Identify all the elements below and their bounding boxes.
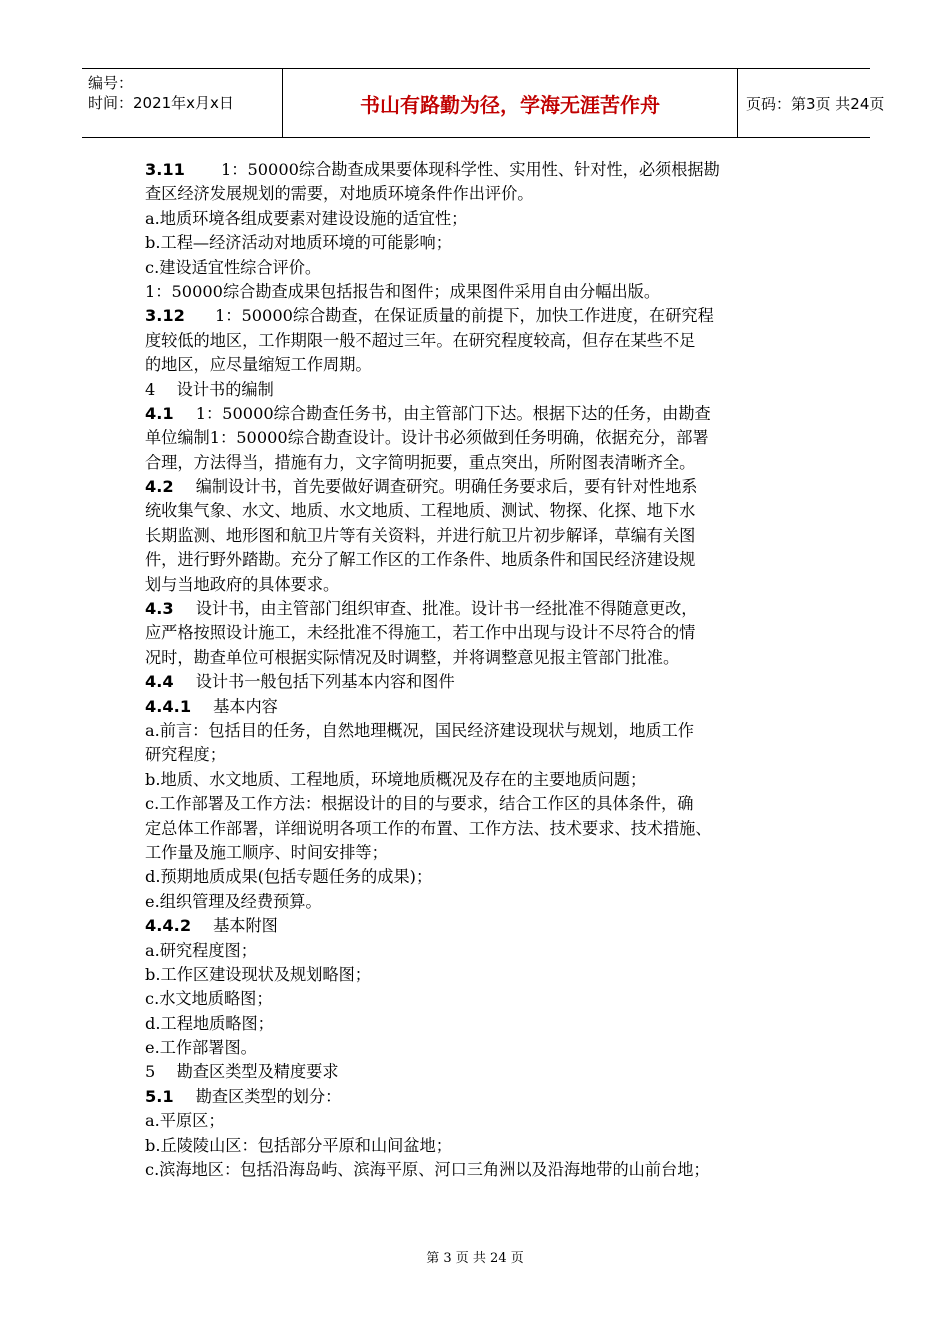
document-number-label: 编号：	[88, 74, 134, 92]
section-number: 5.1	[145, 1086, 174, 1106]
body-text-line	[145, 768, 817, 792]
line-text: b.工作区建设现状及规划略图；	[145, 964, 371, 984]
body-text-line	[145, 1012, 817, 1036]
line-text: c.滨海地区：包括沿海岛屿、滨海平原、河口三角洲以及沿海地带的山前台地；	[145, 1160, 710, 1180]
body-text-line	[145, 646, 817, 670]
line-text: 合理，方法得当，措施有力，文字简明扼要，重点突出，所附图表清晰齐全。	[145, 452, 696, 472]
section-heading-line	[145, 304, 817, 328]
section-heading-line	[145, 1085, 817, 1109]
body-text-line	[145, 451, 817, 475]
line-text: a.平原区；	[145, 1111, 225, 1131]
section-number: 3.11	[145, 160, 185, 179]
section-heading-line	[145, 695, 817, 719]
line-text: d.预期地质成果(包括专题任务的成果)；	[145, 867, 433, 887]
section-number: 4.4	[145, 672, 174, 692]
document-time-label: 时间：2021年x月x日	[88, 94, 234, 112]
header-motto: 书山有路勤为径，学海无涯苦作舟	[282, 69, 738, 137]
body-text-line	[145, 573, 817, 597]
section-number: 3.12	[145, 306, 185, 326]
section-heading-line	[145, 475, 817, 499]
line-text: 况时，勘查单位可根据实际情况及时调整，并将调整意见报主管部门批准。	[145, 647, 680, 667]
body-text-line	[145, 499, 817, 523]
body-text-line	[145, 256, 817, 280]
line-text: 查区经济发展规划的需要，对地质环境条件作出评价。	[145, 184, 534, 204]
line-text: 勘查区类型的划分：	[195, 1086, 342, 1106]
line-text: 单位编制1：50000综合勘查设计。设计书必须做到任务明确，依据充分，部署	[145, 428, 709, 448]
body-text-line	[145, 939, 817, 963]
header-page-info: 页码：第3页 共24页	[746, 94, 885, 113]
section-number: 4.3	[145, 599, 174, 619]
line-text: 1：50000综合勘查成果包括报告和图件；成果图件采用自由分幅出版。	[145, 281, 661, 301]
body-text-line	[145, 963, 817, 987]
body-text-line	[145, 524, 817, 548]
section-heading-line	[145, 597, 817, 621]
line-text: 基本内容	[213, 696, 278, 716]
line-text: a.研究程度图；	[145, 940, 257, 960]
line-text: 基本附图	[213, 916, 278, 936]
section-number: 4.4.2	[145, 916, 192, 936]
body-text-line	[145, 353, 817, 377]
section-number: 4.2	[145, 477, 174, 497]
line-text: c.建设适宜性综合评价。	[145, 257, 322, 277]
line-text: 长期监测、地形图和航卫片等有关资料，并进行航卫片初步解译，草编有关图	[145, 525, 696, 545]
line-text: 编制设计书，首先要做好调查研究。明确任务要求后，要有针对性地系	[195, 477, 698, 497]
line-text: e.组织管理及经费预算。	[145, 891, 322, 911]
body-text-line	[145, 841, 817, 865]
section-heading-line	[145, 402, 817, 426]
body-text-line	[145, 743, 817, 767]
body-text-line	[145, 1158, 817, 1182]
line-text: 件，进行野外踏勘。充分了解工作区的工作条件、地质条件和国民经济建设规	[145, 550, 696, 570]
body-text-line	[145, 378, 817, 402]
line-text: 1：50000综合勘查，在保证质量的前提下，加快工作进度，在研究程	[214, 306, 714, 326]
line-text: b.地质、水文地质、工程地质，环境地质概况及存在的主要地质问题；	[145, 769, 647, 789]
line-text: 度较低的地区，工作期限一般不超过三年。在研究程度较高，但存在某些不足	[145, 330, 696, 350]
line-text: a.地质环境各组成要素对建设设施的适宜性；	[145, 208, 468, 228]
line-text: 5 勘查区类型及精度要求	[145, 1062, 339, 1082]
line-text: 划与当地政府的具体要求。	[145, 574, 340, 594]
line-text: b.丘陵陵山区：包括部分平原和山间盆地；	[145, 1135, 452, 1155]
section-heading-line	[145, 670, 817, 694]
line-text: 1：50000综合勘查成果要体现科学性、实用性、针对性，必须根据勘	[220, 160, 720, 179]
section-heading-line	[145, 914, 817, 938]
line-text: c.工作部署及工作方法：根据设计的目的与要求，结合工作区的具体条件，确	[145, 794, 694, 814]
line-text: 的地区，应尽量缩短工作周期。	[145, 355, 372, 375]
body-text-line	[145, 1134, 817, 1158]
body-text-line	[145, 621, 817, 645]
document-body	[145, 158, 817, 1182]
body-text-line	[145, 987, 817, 1011]
page-header	[82, 68, 885, 138]
body-text-line	[145, 1060, 817, 1084]
line-text: e.工作部署图。	[145, 1038, 257, 1058]
line-text: 研究程度；	[145, 745, 226, 765]
line-text: 定总体工作部署，详细说明各项工作的布置、工作方法、技术要求、技术措施、	[145, 818, 712, 838]
body-text-line	[145, 280, 817, 304]
line-text: 4 设计书的编制	[145, 379, 274, 399]
body-text-line	[145, 231, 817, 255]
body-text-line	[145, 792, 817, 816]
body-text-line	[145, 890, 817, 914]
body-text-line	[145, 1036, 817, 1060]
body-text-line	[145, 817, 817, 841]
section-number: 4.1	[145, 403, 174, 423]
line-text: a.前言：包括目的任务，自然地理概况，国民经济建设现状与规划，地质工作	[145, 720, 694, 740]
page-footer: 第 3 页 共 24 页	[426, 1251, 524, 1266]
line-text: c.水文地质略图；	[145, 989, 273, 1009]
line-text: d.工程地质略图；	[145, 1013, 274, 1033]
body-text-line	[145, 182, 817, 206]
line-text: 设计书，由主管部门组织审查、批准。设计书一经批准不得随意更改，	[195, 599, 698, 619]
body-text-line	[145, 329, 817, 353]
body-text-line	[145, 719, 817, 743]
section-heading-line	[145, 158, 817, 182]
line-text: 应严格按照设计施工，未经批准不得施工，若工作中出现与设计不尽符合的情	[145, 623, 696, 643]
line-text: 1：50000综合勘查任务书，由主管部门下达。根据下达的任务，由勘查	[195, 403, 711, 423]
line-text: 设计书一般包括下列基本内容和图件	[195, 672, 455, 692]
section-number: 4.4.1	[145, 696, 192, 716]
body-text-line	[145, 548, 817, 572]
line-text: 工作量及施工顺序、时间安排等；	[145, 842, 388, 862]
body-text-line	[145, 207, 817, 231]
body-text-line	[145, 426, 817, 450]
header-left-cell	[82, 69, 282, 137]
line-text: b.工程—经济活动对地质环境的可能影响；	[145, 233, 452, 253]
body-text-line	[145, 865, 817, 889]
body-text-line	[145, 1109, 817, 1133]
line-text: 统收集气象、水文、地质、水文地质、工程地质、测试、物探、化探、地下水	[145, 501, 696, 521]
